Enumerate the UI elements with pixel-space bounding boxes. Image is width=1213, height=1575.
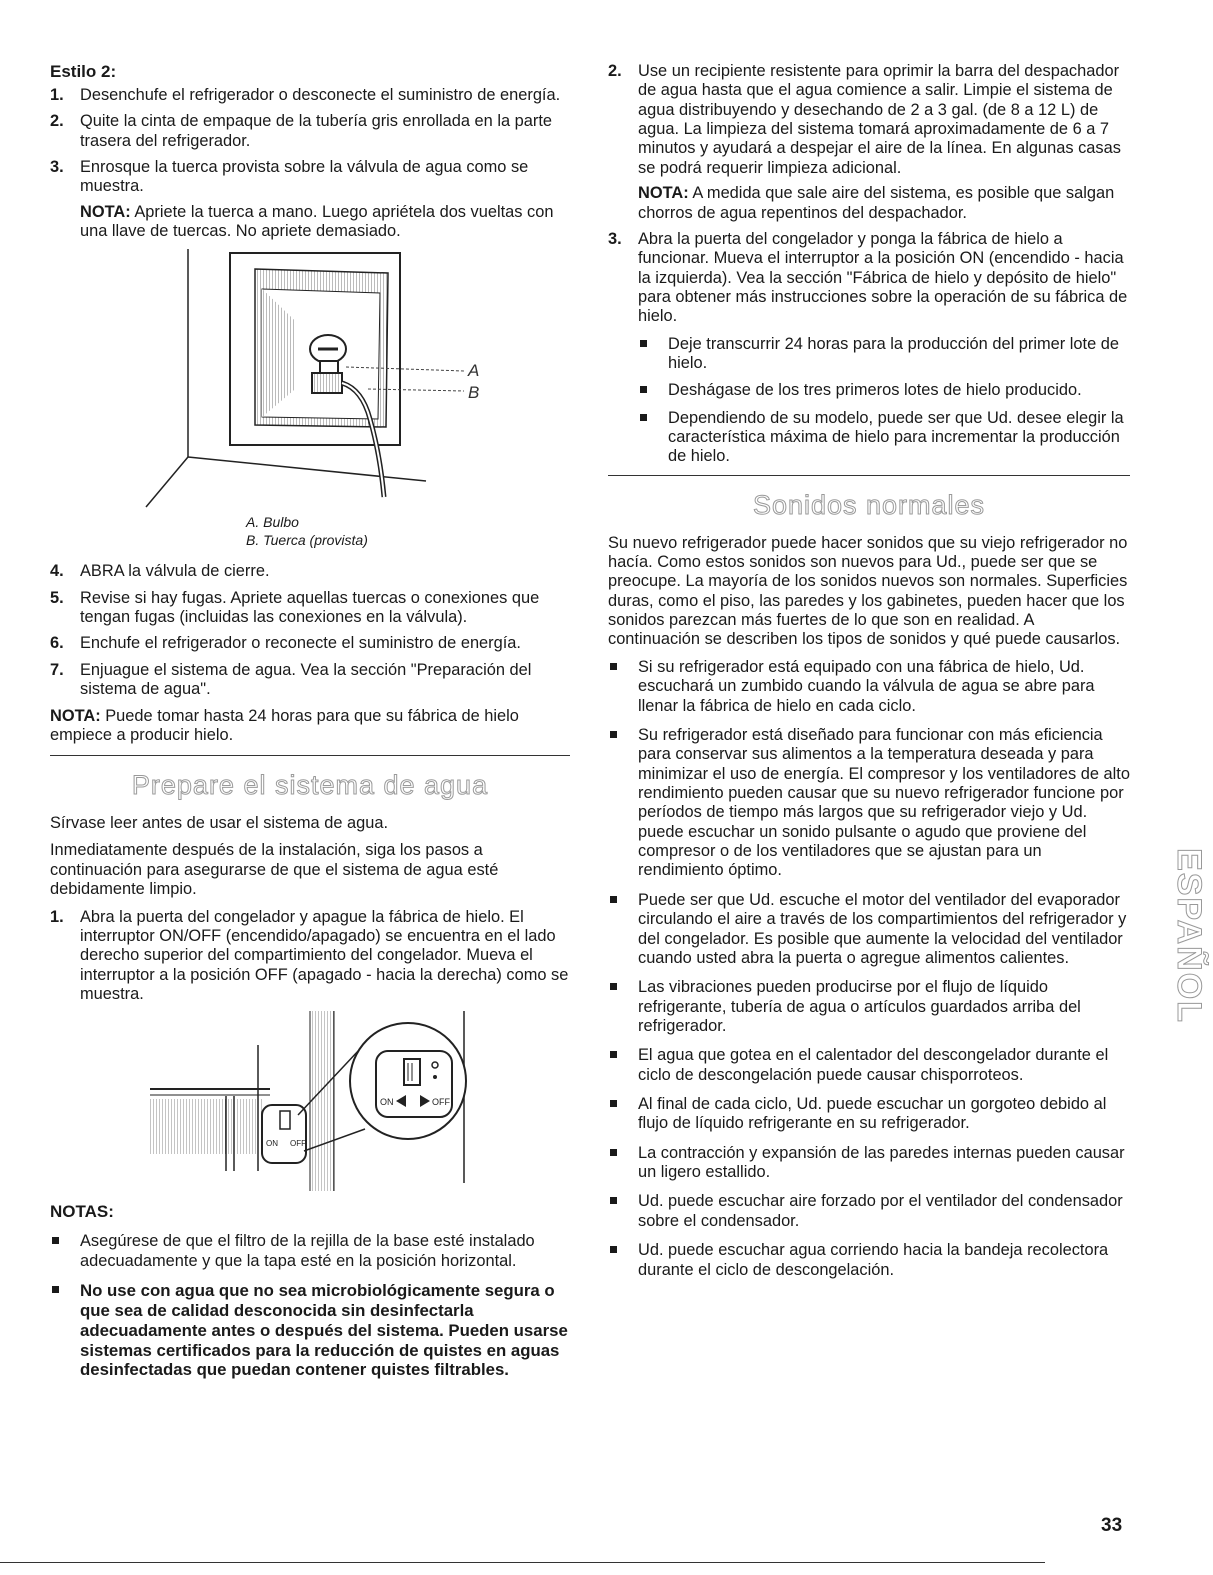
sounds-intro: Su nuevo refrigerador puede hacer sonidos que su viejo refrigerador no hacía. Como estos sonidos son nuevos para Ud., puede ser que se preocupe. La mayoría de los sonidos nuevos son normales. Superficies duras, como el piso, las paredes y los gabinetes, pueden hacer que los sonidos parezcan más fuertes de lo que son en realidad. A continuación se describen los tipos de sonidos y qué puede causarlos. [608, 533, 1128, 649]
style-heading: Estilo 2: [50, 62, 117, 81]
intro-after-install: Inmediatamente después de la instalación, siga los pasos a continuación para asegurarse de que el sistema de agua esté debidamente limpio. [50, 841, 499, 899]
note-label: NOTA: [50, 706, 101, 725]
bullet-icon [610, 663, 617, 670]
note-item-text: Asegúrese de que el filtro de la rejilla de la base esté instalado adecuadamente y que la tapa esté en la posición horizontal. [80, 1232, 535, 1270]
step-4 [50, 562, 570, 581]
side-tab-label: ESPAÑOL [1170, 848, 1208, 1024]
step-text: Enchufe el refrigerador o reconecte el suministro de energía. [80, 634, 521, 653]
right-column [608, 62, 1130, 1290]
section-divider [608, 475, 1130, 476]
bullet-icon [610, 1149, 617, 1156]
step-5 [50, 589, 570, 628]
bullet-icon [610, 983, 617, 990]
note-text: A medida que sale aire del sistema, es posible que salgan chorros de agua repentinos del despachador. [638, 184, 1115, 222]
list-item-text: El agua que gotea en el calentador del descongelador durante el ciclo de descongelación puede causar chisporroteos. [638, 1046, 1109, 1084]
list-item [608, 726, 1130, 881]
bottom-rule [0, 1562, 1045, 1563]
note-item [50, 1232, 570, 1271]
list-item-text: Deshágase de los tres primeros lotes de hielo producido. [668, 381, 1082, 400]
step-number: 3. [50, 158, 64, 177]
bullet-icon [640, 386, 647, 393]
list-item [638, 335, 1130, 374]
list-item-text: La contracción y expansión de las paredes internas pueden causar un ligero estallido. [638, 1143, 1125, 1182]
bullet-icon [640, 414, 647, 421]
step-3-note [80, 203, 570, 242]
figure-ice-switch [150, 1011, 570, 1196]
note-ice-maker [50, 707, 570, 746]
step-2-note [638, 184, 1130, 223]
note-text: Apriete la tuerca a mano. Luego apriétela dos vueltas con una llave de tuercas. No apriete demasiado. [80, 202, 554, 241]
bullet-icon [610, 731, 617, 738]
step-7 [50, 661, 570, 700]
step-number: 4. [50, 562, 64, 581]
step-text: Quite la cinta de empaque de la tubería gris enrollada en la parte trasera del refrigerador. [80, 112, 552, 150]
water-valve-illustration [50, 249, 570, 507]
list-item [608, 658, 1130, 716]
on-label: ON [380, 1097, 394, 1108]
section-title-prepare: Prepare el sistema de agua [131, 770, 489, 801]
step-number: 2. [50, 112, 64, 131]
small-off-label: OFF [290, 1139, 306, 1149]
section-divider [50, 755, 570, 756]
small-on-label: ON [266, 1139, 278, 1149]
figure-caption [246, 513, 570, 551]
step-text: Enjuague el sistema de agua. Vea la sección "Preparación del sistema de agua". [80, 660, 532, 699]
note-item-warning [50, 1281, 570, 1380]
list-item-text: Dependiendo de su modelo, puede ser que Ud. desee elegir la característica máxima de hielo para incrementar la producción de hielo. [668, 408, 1124, 466]
list-item [638, 381, 1130, 400]
step-clean-2 [608, 62, 1130, 223]
note-text: Puede tomar hasta 24 horas para que su fábrica de hielo empiece a producir hielo. [50, 706, 519, 744]
step-6 [50, 634, 570, 653]
left-column [50, 62, 570, 1390]
list-item-text: Ud. puede escuchar agua corriendo hacia la bandeja recolectora durante el ciclo de descongelación. [638, 1241, 1109, 1279]
bullet-icon [610, 1246, 617, 1253]
step-3-bullets [638, 335, 1130, 467]
note-label: NOTA: [80, 202, 131, 221]
off-label: OFF [432, 1097, 450, 1108]
list-item [638, 409, 1130, 467]
bullet-icon [640, 340, 647, 347]
page-number: 33 [1101, 1515, 1123, 1536]
list-item-text: Puede ser que Ud. escuche el motor del ventilador del evaporador circulando el aire a través de los compartimientos del refrigerador y del congelador. Es posible que aumente la velocidad del ventilador cuando usted abra la puerta o agregue alimentos calientes. [638, 890, 1127, 967]
step-number: 5. [50, 588, 64, 607]
list-item-text: Ud. puede escuchar aire forzado por el ventilador del condensador sobre el condensador. [638, 1192, 1123, 1230]
figure-water-valve [50, 249, 570, 507]
note-label: NOTA: [638, 184, 689, 203]
bullet-icon [610, 1100, 617, 1107]
step-3 [50, 158, 570, 241]
section-title-sounds: Sonidos normales [752, 489, 986, 520]
step-text: Enrosque la tuerca provista sobre la válvula de agua como se muestra. [80, 158, 529, 196]
step-text: Desenchufe el refrigerador o desconecte el suministro de energía. [80, 86, 561, 105]
step-text: Use un recipiente resistente para oprimir la barra del despachador de agua hasta que el agua comience a salir. Limpie el sistema de agua distribuyendo y desechando de 2 a 3 gal. (de 8 a 12 L) de agua. La limpieza del sistema tomará aproximadamente de 6 a 7 minutos y ayudará a despejar el aire de la línea. En algunas casas se podrá requerir limpieza adicional. [638, 62, 1121, 177]
list-item [608, 978, 1130, 1036]
bullet-icon [52, 1237, 59, 1244]
list-item [608, 1144, 1130, 1183]
list-item-text: Deje transcurrir 24 horas para la producción del primer lote de hielo. [668, 334, 1119, 373]
intro-read-first: Sírvase leer antes de usar el sistema de agua. [50, 814, 389, 833]
step-number: 1. [50, 907, 64, 926]
step-text: Abra la puerta del congelador y ponga la fábrica de hielo a funcionar. Mueva el interruptor a la posición ON (encendido - hacia la izquierda). Vea la sección "Fábrica de hielo y depósito de hielo" para obtener más instrucciones sobre la operación de su fábrica de hielo. [638, 229, 1128, 326]
list-item-text: Si su refrigerador está equipado con una fábrica de hielo, Ud. escuchará un zumbido cuando la válvula de agua se abre para llenar la fábrica de hielo en cada ciclo. [638, 657, 1095, 715]
step-clean-1 [50, 908, 570, 1005]
list-item-text: Al final de cada ciclo, Ud. puede escuchar un gorgoteo debido al flujo de líquido refrigerante en su refrigerador. [638, 1095, 1107, 1133]
step-text: Revise si hay fugas. Apriete aquellas tuercas o conexiones que tengan fugas (incluidas las conexiones en la válvula). [80, 588, 540, 627]
caption-b: B. Tuerca (provista) [246, 532, 368, 549]
note-item-text: No use con agua que no sea microbiológicamente segura o que sea de calidad desconocida sin desinfectarla adecuadamente antes o después del sistema. Pueden usarse sistemas certificados para la reducción de quistes en aguas desinfectadas que puedan contener quistes filtrables. [80, 1281, 568, 1380]
list-item [608, 1046, 1130, 1085]
ice-maker-switch-illustration [150, 1011, 480, 1196]
list-item [608, 891, 1130, 968]
step-number: 2. [608, 62, 622, 80]
list-item [608, 1192, 1130, 1231]
step-2 [50, 112, 570, 151]
step-number: 6. [50, 634, 64, 653]
step-clean-3 [608, 230, 1130, 467]
bullet-icon [610, 1197, 617, 1204]
bullet-icon [610, 1051, 617, 1058]
step-text: Abra la puerta del congelador y apague la fábrica de hielo. El interruptor ON/OFF (encendido/apagado) se encuentra en el lado derecho superior del compartimiento del congelador. Mueva el interruptor a la posición OFF (apagado - hacia la derecha) como se muestra. [80, 907, 569, 1003]
step-1 [50, 86, 570, 105]
list-item-text: Su refrigerador está diseñado para funcionar con más eficiencia para conservar sus alimentos a la temperatura deseada y para minimizar el uso de energía. El compresor y los ventiladores de alto rendimiento pueden causar que su nuevo refrigerador funcione por períodos de tiempo más largos que su refrigerador viejo y Ud. puede escuchar un sonido pulsante o agudo que proviene del compresor o de los ventiladores que se ajustan para un rendimiento óptimo. [638, 725, 1130, 880]
step-number: 1. [50, 86, 64, 105]
step-number: 3. [608, 229, 622, 248]
list-item [608, 1095, 1130, 1134]
notes-heading: NOTAS: [50, 1202, 114, 1222]
step-text: ABRA la válvula de cierre. [80, 562, 270, 581]
language-side-tab [1148, 800, 1208, 1072]
list-item [608, 1241, 1130, 1280]
label-a: A [468, 360, 480, 380]
step-number: 7. [50, 660, 64, 679]
bullet-icon [610, 896, 617, 903]
caption-a: A. Bulbo [246, 513, 299, 530]
label-b: B [468, 382, 480, 402]
list-item-text: Las vibraciones pueden producirse por el flujo de líquido refrigerante, tubería de agua o artículos guardados arriba del refrigerador. [638, 978, 1081, 1035]
bullet-icon [52, 1286, 59, 1293]
